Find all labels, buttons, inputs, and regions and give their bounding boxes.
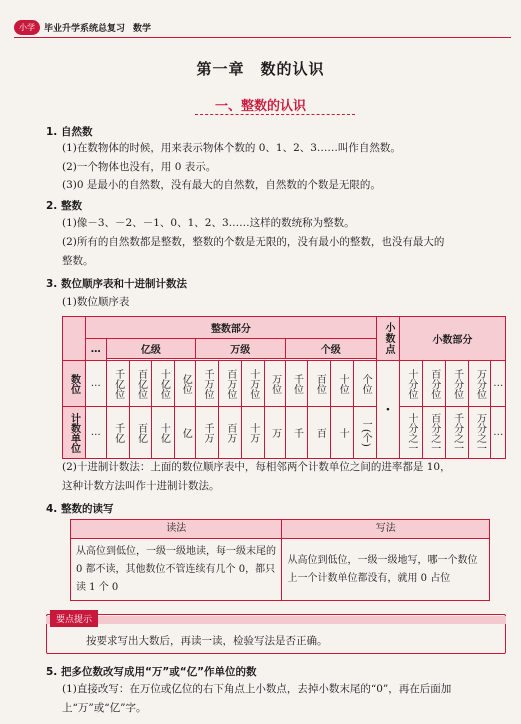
group-ge: 个级	[285, 339, 377, 359]
unit-cell: 一(个)	[354, 407, 377, 459]
text-line: (1)直接改写：在万位或亿位的右下角点上小数点，去掉小数末尾的“0”，再在后面加	[62, 683, 452, 695]
place-cell: 百万位	[218, 361, 241, 407]
place-cell: 十位	[331, 361, 354, 407]
text-line: (1)像－3、－2、－1、0、1、2、3……这样的数统称为整数。	[62, 217, 355, 229]
unit-cell: 百亿	[129, 407, 152, 459]
heading-integers: 2. 整数	[46, 200, 82, 212]
place-cell: 十分位	[399, 361, 422, 407]
text-line: 这种计数方法叫作十进制计数法。	[62, 480, 220, 492]
subject-label: 数学	[133, 23, 152, 34]
group-yi: 亿级	[106, 339, 195, 359]
write-header: 写法	[282, 520, 490, 539]
row-header-unit: 计数单位	[63, 407, 86, 459]
section-title: 一、整数的认识	[214, 99, 306, 114]
ellipsis-cell: …	[85, 407, 106, 459]
section-divider	[195, 114, 355, 115]
page-header	[14, 19, 151, 35]
unit-cell: 十	[331, 407, 354, 459]
text-line: 整数。	[62, 255, 94, 267]
place-cell: 百亿位	[129, 361, 152, 407]
ellipsis-cell: …	[85, 339, 106, 361]
row-header-place: 数位	[63, 361, 86, 407]
read-rule: 从高位到低位，一级一级地读，每一级末尾的 0 都不读，其他数位不管连续有几个 0，都只读 1 个 0	[71, 539, 282, 601]
unit-cell: 千	[285, 407, 308, 459]
unit-cell: 百	[308, 407, 331, 459]
write-rule: 从高位到低位，一级一级地写，哪一个数位上一个计数单位都没有，就用 0 占位	[282, 539, 490, 601]
place-cell: 万分位	[468, 361, 491, 407]
series-title: 毕业升学系统总复习	[44, 23, 126, 34]
heading-natural-numbers: 1. 自然数	[46, 126, 93, 138]
place-value-table	[62, 316, 506, 459]
decimal-point-header: 小数点	[377, 317, 400, 361]
read-header: 读法	[71, 520, 282, 539]
place-cell: 千位	[285, 361, 308, 407]
text-line: (2)十进制计数法：上面的数位顺序表中，每相邻两个计数单位之间的进率都是 10，	[62, 461, 451, 473]
heading-rewrite: 5. 把多位数改写成用“万”或“亿”作单位的数	[46, 666, 257, 678]
chapter-title: 第一章 数的认识	[196, 60, 325, 78]
tip-label: 要点提示	[50, 610, 98, 627]
group-wan: 万级	[196, 339, 285, 359]
tip-text: 按要求写出大数后，再读一读，检验写法是否正确。	[86, 635, 328, 647]
place-cell: 个位	[354, 361, 377, 407]
place-cell: 百分位	[422, 361, 445, 407]
unit-cell: 十万	[241, 407, 264, 459]
unit-cell: 千万	[196, 407, 219, 459]
unit-cell: 百分之一	[422, 407, 445, 459]
text-line: (2)所有的自然数都是整数，整数的个数是无限的，没有最小的整数，也没有最大的	[62, 236, 445, 248]
unit-cell: 万	[264, 407, 285, 459]
place-cell: 亿位	[175, 361, 196, 407]
unit-cell: 十亿	[152, 407, 175, 459]
place-cell: 十亿位	[152, 361, 175, 407]
place-cell: 百位	[308, 361, 331, 407]
place-cell: 千亿位	[106, 361, 129, 407]
heading-read-write: 4. 整数的读写	[46, 503, 114, 515]
text-line: 上“万”或“亿”字。	[62, 702, 147, 714]
place-cell: 万位	[264, 361, 285, 407]
header-divider	[14, 37, 511, 38]
unit-cell: 亿	[175, 407, 196, 459]
subheading-place-table: (1)数位顺序表	[62, 296, 130, 308]
text-line: (3)0 是最小的自然数，没有最大的自然数，自然数的个数是无限的。	[62, 179, 381, 191]
unit-cell: 千分之一	[445, 407, 468, 459]
unit-cell: 千亿	[106, 407, 129, 459]
place-cell: 千万位	[196, 361, 219, 407]
heading-place-value: 3. 数位顺序表和十进制计数法	[46, 278, 187, 290]
ellipsis-cell: …	[491, 361, 506, 407]
text-line: (1)在数物体的时候，用来表示物体个数的 0、1、2、3……叫作自然数。	[62, 142, 401, 154]
ellipsis-cell: …	[85, 361, 106, 407]
ellipsis-cell: …	[491, 407, 506, 459]
unit-cell: 百万	[218, 407, 241, 459]
integer-part-header: 整数部分	[85, 317, 376, 339]
unit-cell: 万分之一	[468, 407, 491, 459]
text-line: (2)一个物体也没有，用 0 表示。	[62, 161, 217, 173]
decimal-part-header: 小数部分	[399, 317, 505, 361]
place-cell: 十万位	[241, 361, 264, 407]
read-write-table	[70, 519, 490, 601]
level-badge: 小学	[14, 20, 40, 35]
decimal-point-dot: ·	[377, 361, 400, 459]
unit-cell: 十分之一	[399, 407, 422, 459]
tip-bar	[46, 616, 506, 624]
place-cell: 千分位	[445, 361, 468, 407]
